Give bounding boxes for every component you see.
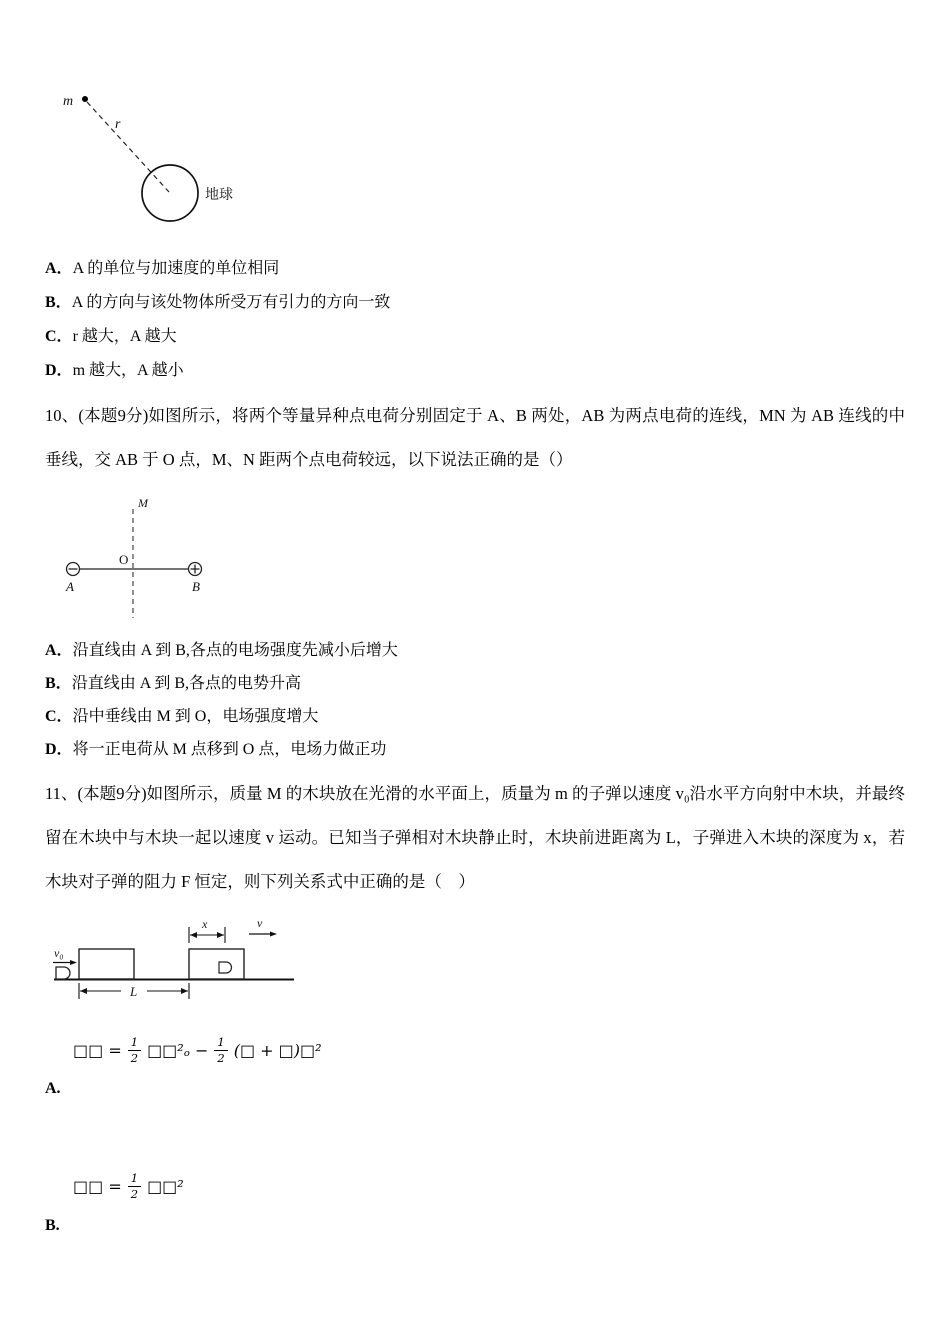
frac-numerator: 1 (214, 1036, 227, 1051)
v0-arrow (53, 960, 77, 965)
formula-tail: □□² (147, 1176, 184, 1196)
radius-label: r (115, 117, 121, 132)
q11-formula-a (73, 1036, 905, 1064)
option-letter: A． (45, 642, 73, 659)
option-text: 沿直线由 A 到 B,各点的电场强度先减小后增大 (72, 642, 398, 659)
q11-bullet-block-figure (49, 916, 349, 1018)
frac-denominator: 2 (130, 1050, 139, 1065)
q11-answer-b-label: B. (45, 1216, 60, 1234)
b-point-label: B (192, 579, 200, 594)
q9-gravity-figure (53, 86, 313, 236)
option-letter: B． (45, 675, 72, 692)
q10-stem: 10、(本题9分)如图所示，将两个等量异种点电荷分别固定于 A、B 两处，AB 为两点电荷的连线，MN 为 AB 连线的中垂线，交 AB 于 O 点，M、N 距两个点电荷较远，以下说法正确的是（） (45, 406, 905, 469)
q11-stem: 11、(本题9分)如图所示，质量 M 的木块放在光滑的水平面上，质量为 m 的子弹以速度 v₀沿水平方向射中木块，并最终留在木块中与木块一起以速度 v 运动。已知当子弹相对木块静止时，木块前进距离为 L，子弹进入木块的深度为 x，若木块对子弹的阻力 F 恒定，则下列关系式中正确的是（ ） (45, 784, 905, 891)
fraction (128, 1036, 141, 1064)
positive-charge-icon (189, 563, 202, 576)
mass-label: m (63, 94, 74, 109)
formula-lhs: □□ = (73, 1176, 122, 1196)
option-text: 沿中垂线由 M 到 O，电场强度增大 (72, 708, 319, 725)
option-text: m 越大，A 越小 (72, 362, 184, 379)
m-point-label: M (138, 496, 148, 510)
v0-label: v₀ (54, 946, 64, 960)
embedded-bullet-shape (219, 962, 232, 973)
l-label: L (130, 984, 138, 999)
x-label: x (202, 917, 208, 931)
formula-tail: (□ + □)□² (233, 1040, 322, 1060)
q11-answer-a-label: A. (45, 1080, 61, 1098)
q10-charges-figure (55, 494, 290, 626)
frac-denominator: 2 (217, 1050, 225, 1065)
formula-mid: □□²ₒ − (147, 1040, 209, 1060)
q11-formula-b (73, 1172, 905, 1200)
earth-label: 地球 (205, 188, 233, 203)
option-text: A 的单位与加速度的单位相同 (72, 260, 280, 277)
q9-option-b (45, 286, 905, 320)
q9-option-c (45, 320, 905, 354)
option-letter: A． (45, 260, 73, 277)
option-text: 将一正电荷从 M 点移到 O 点，电场力做正功 (72, 741, 387, 758)
fraction (214, 1036, 227, 1064)
negative-charge-icon (67, 563, 80, 576)
option-text: A 的方向与该处物体所受万有引力的方向一致 (71, 294, 391, 311)
option-letter: C． (45, 328, 73, 345)
q10-option-b (45, 667, 905, 700)
question-10-block (45, 394, 905, 766)
q10-option-c (45, 700, 905, 733)
option-letter: B． (45, 294, 72, 311)
q10-option-d (45, 733, 905, 766)
fraction (128, 1172, 141, 1200)
option-letter: C． (45, 708, 73, 725)
earth-circle (142, 165, 198, 221)
question-11-block (45, 772, 905, 1235)
frac-denominator: 2 (130, 1186, 139, 1201)
q9-option-a (45, 252, 905, 286)
option-text: r 越大，A 越大 (72, 328, 177, 345)
v-label: v (257, 916, 263, 930)
option-text: 沿直线由 A 到 B,各点的电势升高 (71, 675, 302, 692)
frac-numerator: 1 (128, 1036, 141, 1051)
q9-options (45, 252, 905, 388)
option-letter: D． (45, 362, 73, 379)
frac-numerator: 1 (128, 1172, 141, 1187)
a-point-label: A (66, 579, 74, 594)
q10-option-a (45, 634, 905, 667)
point-mass-dot (82, 96, 88, 102)
q10-options (45, 634, 905, 766)
bullet-shape (56, 967, 70, 979)
q9-option-d (45, 354, 905, 388)
distance-dashed-line (87, 102, 169, 192)
question-9-block (45, 86, 905, 388)
v-arrow (249, 932, 277, 937)
o-point-label: O (119, 552, 129, 567)
wood-block-final (189, 949, 244, 979)
wood-block-initial (79, 949, 134, 979)
option-letter: D． (45, 741, 73, 758)
formula-lhs: □□ = (73, 1040, 122, 1060)
